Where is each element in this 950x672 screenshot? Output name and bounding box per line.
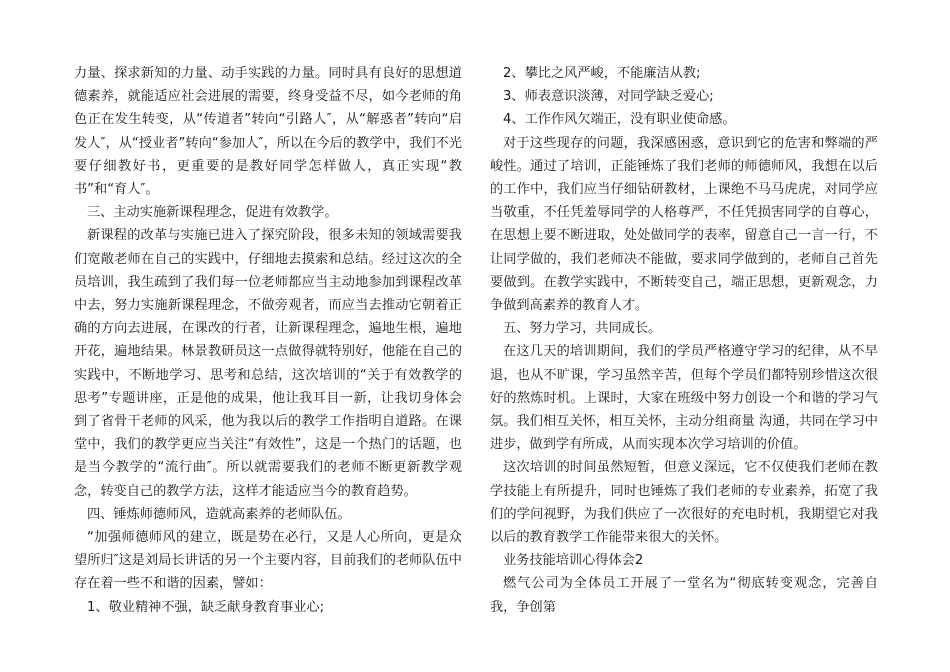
- paragraph-training-meaning: 这次培训的时间虽然短暂，但意义深远，它不仅使我们老师在教学技能上有所提升，同时也锤炼了我们老师的专业素养，拓宽了我们的学问视野，为我们供应了一次很好的充电时机，我期望它对我以后的教育教学工作能带来很大的关怀。: [490, 460, 878, 546]
- list-item-1: 1、敬业精神不强，缺乏献身教育事业心;: [87, 599, 325, 615]
- article-title-2: 业务技能培训心得体会2: [503, 553, 644, 569]
- list-item-3: 3、师表意识淡薄，对同学缺乏爱心;: [503, 89, 714, 105]
- paragraph-role-change: 力量、探求新知的力量、动手实践的力量。同时具有良好的思想道德素养，就能适应社会进展的需要，终身受益不尽，如今老师的角色正在发生转变，从“传道者”转向“引路人″，从“解惑者”转向“启发人″，从“授业者”转向“参加人″，所以在今后的教学中，我们不光要仔细教好书，更重要的是教好同学怎样做人，真正实现“教书”和“育人″。: [74, 66, 462, 198]
- list-item-2: 2、攀比之风严峻，不能廉洁从教;: [503, 66, 701, 81]
- paragraph-training-period: 在这几天的培训期间，我们的学员严格遵守学习的纪律，从不早退，也从不旷课，学习虽然辛苦，但每个学员们都特别珍惜这次很好的熬炼时机。上课时，大家在班级中努力创设一个和谐的学习气氛。我们相互关怀，相互关怀，主动分组商量 沟通，共同在学习中进步，做到学有所成，从而实现本次学习培训的价值。: [490, 344, 878, 453]
- left-column: [74, 62, 462, 619]
- list-item-4: 4、工作作风欠端正，没有职业使命感。: [503, 112, 736, 128]
- paragraph-new-curriculum: 新课程的改革与实施已进入了探究阶段，很多未知的领域需要我们宽敞老师在自己的实践中，仔细地去摸索和总结。经过这次的全员培训，我生疏到了我们每一位老师都应当主动地参加到课程改革中去，努力实施新课程理念，不做旁观者，而应当去推动它朝着正确的方向去进展，在课改的行者，让新课程理念，遍地生根，遍地开花，遍地结果。林景教研员这一点做得就特别好，他能在自己的实践中，不断地学习、思考和总结，这次培训的“关于有效教学的思考”专题讲座，正是他的成果，他让我耳目一新，让我切身体会到了省骨干老师的风采，他为我以后的教学工作指明自道路。在课堂中，我们的教学更应当关注“有效性”，这是一个热门的话题，也是当今教学的“流行曲″。所以就需要我们的老师不断更新教学观念，转变自己的教学方法，这样才能适应当今的教育趋势。: [74, 228, 462, 499]
- paragraph-problems-reflection: 对于这些现存的问题，我深感困惑，意识到它的危害和弊端的严峻性。通过了培训，正能锤炼了我们老师的师德师风，我想在以后的工作中，我们应当仔细钻研教材，上课绝不马马虎虎，对同学应当敬重，不任凭羞辱同学的人格尊严，不任凭损害同学的自尊心，在思想上要不断进取，处处做同学的表率，留意自己一言一行，不让同学做的，我们老师决不能做，要求同学做到的，老师自己首先要做到。在教学实践中，不断转变自己，端正思想，更新观念，力争做到高素养的教育人才。: [490, 135, 878, 314]
- section-heading-5: 五、努力学习，共同成长。: [503, 321, 662, 337]
- right-column: [490, 62, 878, 619]
- paragraph-gas-company: 燃气公司为全体员工开展了一堂名为“彻底转变观念，完善自我，争创第: [490, 576, 878, 615]
- paragraph-teacher-ethics: “加强师德师风的建立，既是势在必行，又是人心所向，更是众望所归″这是刘局长讲话的另一个主要内容，目前我们的老师队伍中存在着一些不和谐的因素，譬如：: [74, 530, 462, 592]
- section-heading-3: 三、主动实施新课程理念，促进有效教学。: [87, 205, 338, 221]
- section-heading-4: 四、锤炼师德师风，造就高素养的老师队伍。: [87, 506, 351, 522]
